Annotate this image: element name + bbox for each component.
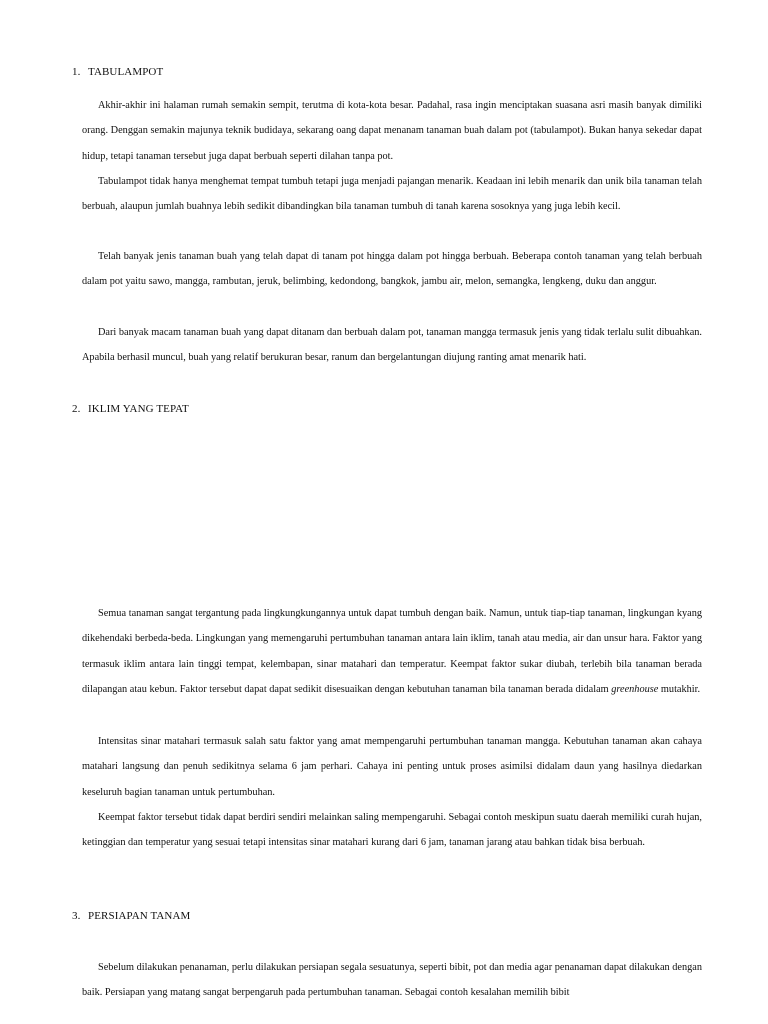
paragraph: Akhir-akhir ini halaman rumah semakin sempit, terutma di kota-kota besar. Padahal, rasa ingin menciptakan suasana asri masih banyak dimiliki orang. Denggan semakin majunya teknik budidaya, sekarang oang dapat menanam tanaman buah dalam pot (tabulampot). Bukan hanya sekedar dapat hidup, tetapi tanaman tersebut juga dapat berbuah seperti dilahan tanpa pot.: [82, 100, 702, 162]
italic-term: greenhouse: [611, 684, 659, 696]
section-heading-iklim: [72, 403, 189, 415]
section-heading-persiapan: [72, 910, 190, 922]
paragraph: Tabulampot tidak hanya menghemat tempat tumbuh tetapi juga menjadi pajangan menarik. Keadaan ini lebih menarik dan unik bila tanaman telah berbuah, alaupun jumlah buahnya lebih sedikit dibandingkan bila tanaman tumbuh di tanah karena sosoknya yang juga lebih kecil.: [82, 176, 702, 213]
paragraph-text: Semua tanaman sangat tergantung pada lingkungkungannya untuk dapat tumbuh dengan baik. Namun, untuk tiap-tiap tanaman, lingkungan kyang dikehendaki berbeda-beda. Lingkungan yang memengaruhi pertumbuhan tanaman antara lain iklim, tanah atau media, air dan unsur hara. Faktor yang termasuk iklim antara lain tinggi tempat, kelembapan, sinar matahari dan temperatur. Keempat faktor sukar diubah, terlebih bila tanaman berada dilapangan atau kebun. Faktor tersebut dapat dapat sedikit disesuaikan dengan kebutuhan tanaman bila tanaman berada didalam: [82, 608, 702, 696]
section-number: 2.: [72, 403, 81, 415]
paragraph: [82, 601, 702, 703]
paragraph: Keempat faktor tersebut tidak dapat berdiri sendiri melainkan saling mempengaruhi. Sebagai contoh meskipun suatu daerah memiliki curah hujan, ketinggian dan temperatur yang sesuai tetapi intensitas sinar matahari kurang dari 6 jam, tanaman jarang atau bahkan tidak bisa berbuah.: [82, 812, 702, 849]
paragraph: Sebelum dilakukan penanaman, perlu dilakukan persiapan segala sesuatunya, seperti bibit, pot dan media agar penanaman dapat dilakukan dengan baik. Persiapan yang matang sangat berpengaruh pada pertumbuhan tanaman. Sebagai contoh kesalahan memilih bibit: [82, 962, 702, 999]
section-heading-tabulampot: [72, 66, 163, 78]
paragraph-tail: mutakhir.: [658, 684, 701, 696]
paragraph: Telah banyak jenis tanaman buah yang telah dapat di tanam pot hingga dalam pot hingga berbuah. Beberapa contoh tanaman yang telah berbuah dalam pot yaitu sawo, mangga, rambutan, jeruk, belimbing, kedondong, bangkok, jambu air, melon, semangka, lengkeng, duku dan anggur.: [82, 251, 702, 288]
section-title: IKLIM YANG TEPAT: [88, 403, 189, 415]
section-number: 3.: [72, 910, 81, 922]
paragraph: Intensitas sinar matahari termasuk salah satu faktor yang amat mempengaruhi pertumbuhan tanaman mangga. Kebutuhan tanaman akan cahaya matahari langsung dan penuh sedikitnya selama 6 jam perhari. Cahaya ini penting untuk proses asimilsi didalam daun yang hasilnya diedarkan keseluruh bagian tanaman untuk pertumbuhan.: [82, 736, 702, 798]
section-title: TABULAMPOT: [88, 66, 164, 78]
section-title: PERSIAPAN TANAM: [88, 910, 191, 922]
section-number: 1.: [72, 66, 81, 78]
paragraph: Dari banyak macam tanaman buah yang dapat ditanam dan berbuah dalam pot, tanaman mangga termasuk jenis yang tidak terlalu sulit dibuahkan. Apabila berhasil muncul, buah yang relatif berukuran besar, ranum dan bergelantungan diujung ranting amat menarik hati.: [82, 327, 702, 364]
